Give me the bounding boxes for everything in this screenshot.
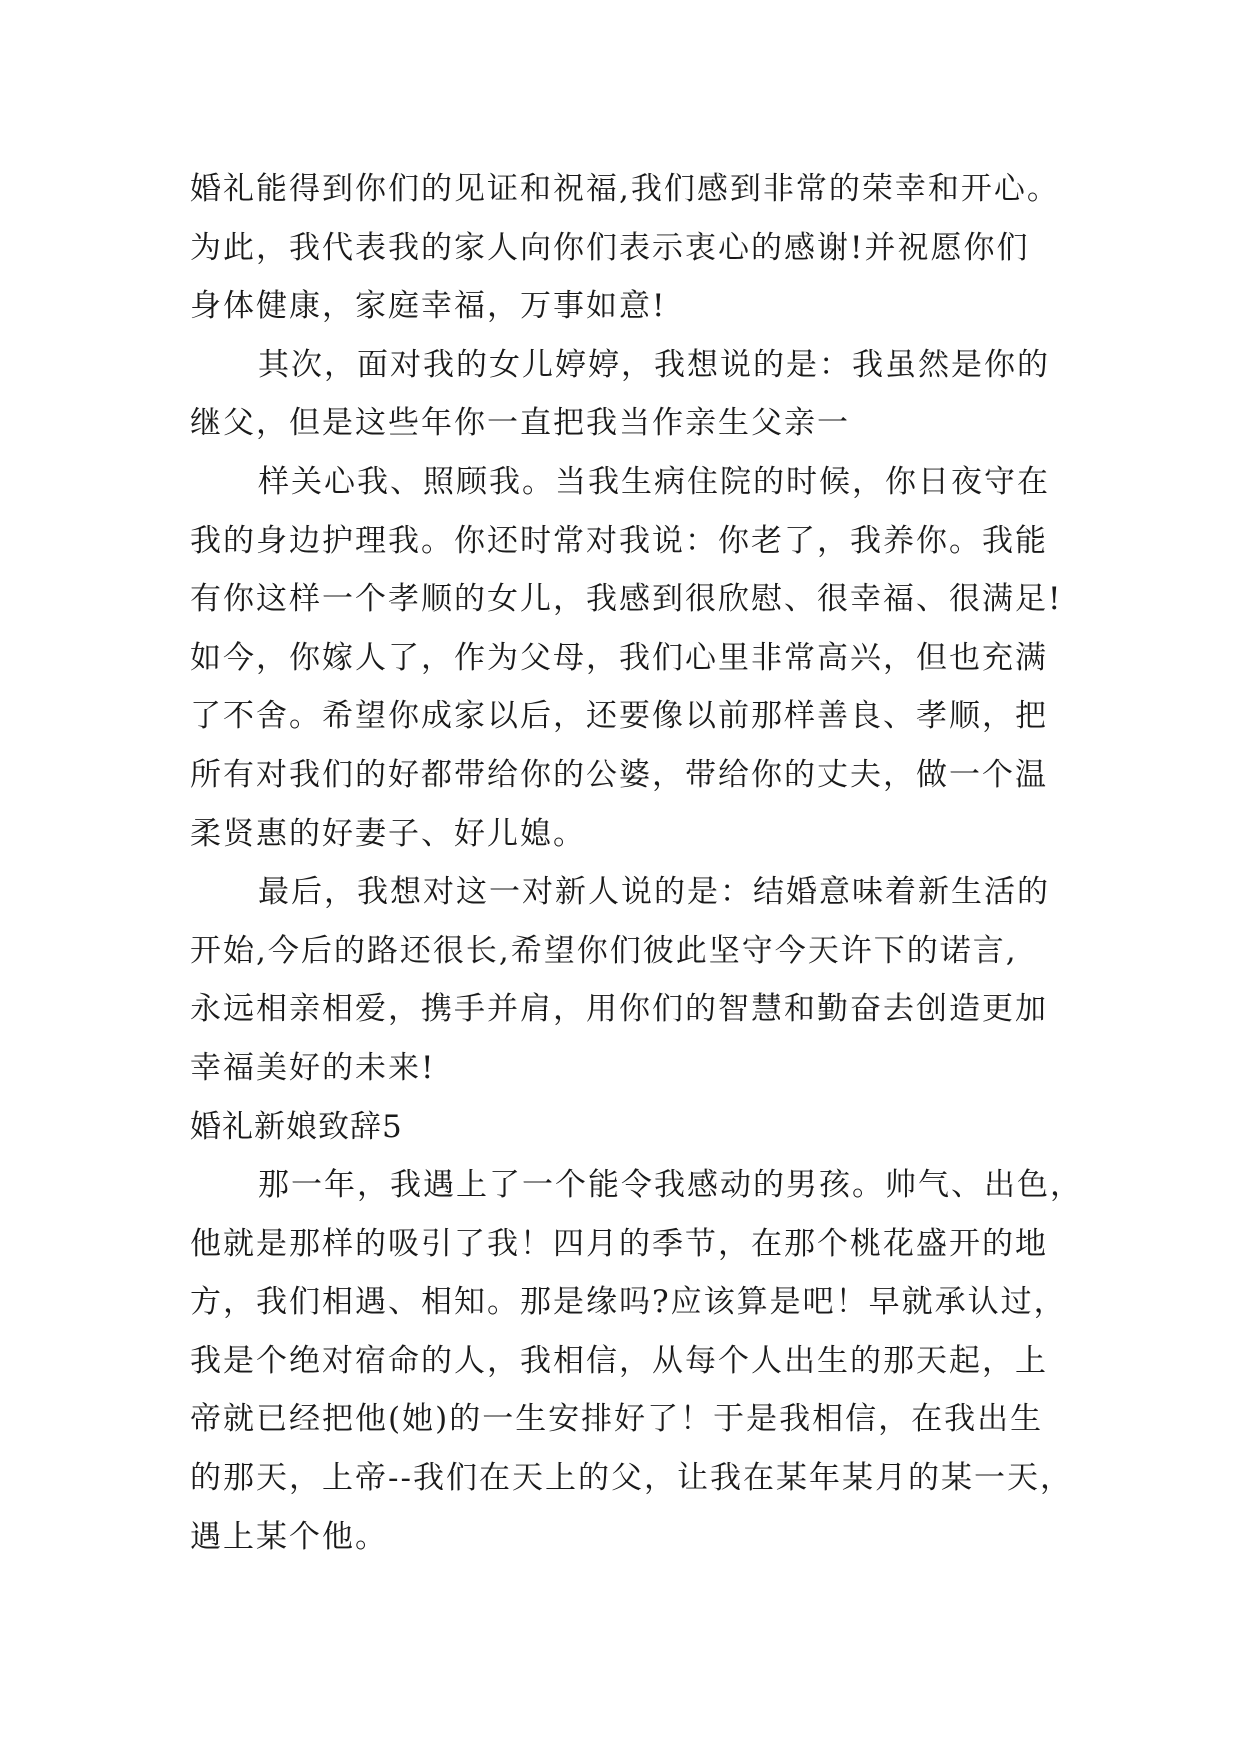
text-line: 继父，但是这些年你一直把我当作亲生父亲一: [190, 405, 850, 442]
text-line: 婚礼能得到你们的见证和祝福,我们感到非常的荣幸和开心。: [190, 171, 1060, 207]
paragraph-start-line: 那一年，我遇上了一个能令我感动的男孩。帅气、出色，: [258, 1167, 1083, 1204]
text-line: 开始,今后的路还很长,希望你们彼此坚守今天许下的诺言,: [190, 932, 1018, 969]
text-line: 他就是那样的吸引了我！四月的季节，在那个桃花盛开的地: [190, 1225, 1048, 1262]
text-line: 为此，我代表我的家人向你们表示衷心的感谢!并祝愿你们: [190, 229, 1030, 266]
text-line: 我是个绝对宿命的人，我相信，从每个人出生的那天起，上: [190, 1342, 1048, 1379]
text-line: 身体健康，家庭幸福，万事如意!: [190, 288, 667, 325]
section-heading: 婚礼新娘致辞5: [190, 1108, 403, 1145]
paragraph-start-line: 其次，面对我的女儿婷婷，我想说的是：我虽然是你的: [258, 346, 1050, 383]
text-line: 了不舍。希望你成家以后，还要像以前那样善良、孝顺，把: [190, 698, 1048, 735]
text-line: 有你这样一个孝顺的女儿，我感到很欣慰、很幸福、很满足!: [190, 581, 1063, 618]
text-line: 柔贤惠的好妻子、好儿媳。: [190, 815, 586, 852]
text-line: 我的身边护理我。你还时常对我说：你老了，我养你。我能: [190, 522, 1048, 559]
text-line: 方，我们相遇、相知。那是缘吗?应该算是吧！早就承认过，: [190, 1284, 1067, 1321]
text-line: 永远相亲相爱，携手并肩，用你们的智慧和勤奋去创造更加: [190, 991, 1048, 1028]
paragraph-start-line: 最后，我想对这一对新人说的是：结婚意味着新生活的: [258, 874, 1050, 911]
text-line: 幸福美好的未来!: [190, 1049, 436, 1086]
text-line: 帝就已经把他(她)的一生安排好了！于是我相信，在我出生: [190, 1401, 1044, 1438]
text-line: 如今，你嫁人了，作为父母，我们心里非常高兴，但也充满: [190, 639, 1048, 676]
document-body: [190, 160, 1090, 1566]
text-line: 的那天，上帝--我们在天上的父，让我在某年某月的某一天，: [190, 1460, 1073, 1497]
text-line: 所有对我们的好都带给你的公婆，带给你的丈夫，做一个温: [190, 756, 1048, 793]
paragraph-start-line: 样关心我、照顾我。当我生病住院的时候，你日夜守在: [258, 463, 1050, 500]
text-line: 遇上某个他。: [190, 1518, 388, 1555]
